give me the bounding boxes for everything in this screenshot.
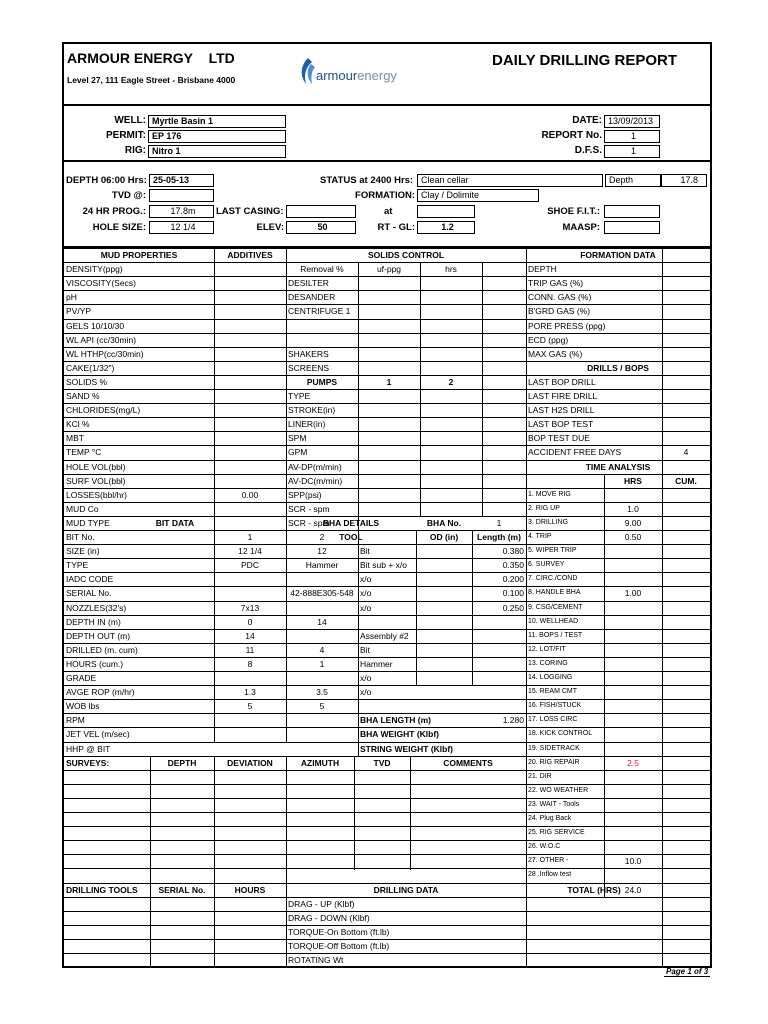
mud-property-row: MUD Co — [66, 503, 99, 514]
rig-field[interactable]: Nitro 1 — [148, 145, 286, 158]
drilling-data-row: DRAG - DOWN (Klbf) — [288, 912, 370, 923]
bit-2-value[interactable] — [288, 713, 356, 727]
company-address: Level 27, 111 Eagle Street - Brisbane 4000 — [67, 75, 236, 85]
report-no-field[interactable]: 1 — [604, 130, 660, 143]
col-line — [214, 516, 215, 743]
accident-free-value[interactable]: 4 — [683, 447, 689, 458]
dfs-field[interactable]: 1 — [604, 145, 660, 158]
mud-property-row: VISCOSITY(Secs) — [66, 278, 136, 289]
drills-bops-header: DRILLS / BOPS — [587, 362, 649, 373]
drilling-data-row: ROTATING Wt — [288, 955, 344, 965]
time-row-hrs[interactable] — [606, 488, 660, 502]
drilling-data-row: TORQUE-Off Bottom (ft.lb) — [288, 940, 390, 951]
mud-property-row: KCl % — [66, 419, 90, 430]
permit-label: PERMIT: — [106, 130, 146, 141]
mud-property-row: MUD TYPE — [66, 517, 110, 528]
bha-length[interactable] — [474, 699, 524, 713]
status-2400-label: STATUS at 2400 Hrs: — [320, 175, 414, 186]
formation-label: FORMATION: — [355, 190, 415, 201]
bha-length[interactable] — [474, 615, 524, 629]
bit-2-value[interactable]: 3.5 — [316, 687, 328, 698]
mud-property-row: GELS 10/10/30 — [66, 320, 125, 331]
mud-properties-header: MUD PROPERTIES — [100, 250, 178, 260]
bit-2-value[interactable]: 1 — [319, 658, 325, 669]
bha-length[interactable] — [474, 685, 524, 699]
formation-row: MAX GAS (%) — [528, 348, 583, 359]
bha-length[interactable] — [474, 629, 524, 643]
time-row-hrs[interactable] — [606, 840, 660, 854]
well-label: WELL: — [114, 115, 146, 126]
bha-tool[interactable]: Assembly #2 — [360, 630, 409, 641]
time-row-label: 8. HANDLE BHA — [528, 589, 581, 597]
length-header: Length (m) — [477, 532, 521, 542]
total-hrs-value: 24.0 — [624, 884, 642, 895]
report-sheet — [62, 42, 712, 968]
bit-1-value[interactable]: 5 — [247, 701, 253, 712]
mud-property-row: DENSITY(ppg) — [66, 264, 123, 275]
col-line — [286, 516, 287, 743]
bit-row-label: TYPE — [66, 560, 89, 571]
bit-1-value[interactable] — [216, 572, 284, 586]
bha-length[interactable]: 0.350 — [502, 560, 524, 571]
losses-value[interactable]: 0.00 — [241, 489, 259, 500]
bit-2-value[interactable]: 2 — [319, 532, 325, 542]
pump-row: SPP(psi) — [288, 489, 322, 500]
hours-header: HOURS — [234, 884, 266, 895]
bit-row-label: WOB lbs — [66, 701, 100, 712]
pump-row: GPM — [288, 447, 308, 458]
time-row-label: 16. FISH/STUCK — [528, 702, 582, 710]
mud-property-row: WL HTHP(cc/30min) — [66, 348, 144, 359]
bha-no-value: 1 — [496, 517, 502, 528]
col-line — [482, 262, 483, 517]
col-line — [354, 756, 355, 870]
mud-property-row: WL API (cc/30min) — [66, 334, 137, 345]
time-row-label: 24. Plug Back — [528, 815, 572, 822]
survey-col-header: AZIMUTH — [300, 757, 340, 768]
time-row-hrs[interactable] — [606, 615, 660, 629]
bit-row-label: NOZZLES(32's) — [66, 602, 127, 613]
solids-control-header: SOLIDS CONTROL — [367, 250, 445, 260]
shoe-fit-field[interactable] — [604, 205, 660, 218]
data-grid — [64, 248, 710, 966]
well-field[interactable]: Myrtle Basin 1 — [148, 115, 286, 128]
time-row-hrs[interactable] — [606, 671, 660, 685]
drilling-tools-header: DRILLING TOOLS — [66, 884, 138, 895]
time-row-label: 7. CIRC./COND — [528, 575, 578, 583]
last-casing-label: LAST CASING: — [216, 206, 284, 217]
time-row-label: 3. DRILLING — [528, 518, 569, 526]
time-row-hrs[interactable] — [606, 601, 660, 615]
pump-row: SCR - spm — [288, 503, 330, 514]
drill-row: LAST FIRE DRILL — [528, 391, 598, 401]
solids-row: SCREENS — [288, 362, 330, 373]
time-row-label: 27. OTHER - — [528, 857, 569, 865]
row-line — [64, 967, 710, 968]
mud-property-row: SOLIDS % — [66, 376, 108, 387]
pump-row: SPM — [288, 433, 307, 444]
formation-row: PORE PRESS (ppg) — [528, 320, 606, 331]
tvd-field[interactable] — [149, 189, 214, 202]
bit-row-label: DRILLED (m. cum) — [66, 644, 138, 655]
solids-row — [288, 333, 356, 347]
bit-2-value[interactable]: 42-888E305-548 — [290, 588, 354, 599]
bha-tool[interactable]: Hammer — [360, 658, 393, 669]
bha-length-value: 1.280 — [502, 715, 524, 726]
bha-length[interactable]: 0.380 — [502, 546, 524, 557]
date-field[interactable]: 13/09/2013 — [604, 115, 660, 128]
col-line — [150, 756, 151, 870]
bha-tool[interactable]: x/o — [360, 574, 372, 585]
bha-tool[interactable]: Bit — [360, 546, 370, 557]
armour-energy-logo — [296, 54, 406, 90]
time-analysis-header: TIME ANALYSIS — [585, 461, 651, 472]
mud-property-row: HOLE VOL(bbl) — [66, 461, 126, 472]
survey-col-header: COMMENTS — [443, 757, 493, 768]
time-row-label: 1. MOVE RIG — [528, 490, 571, 498]
mud-property-row: LOSSES(bbl/hr) — [66, 489, 127, 500]
bit-data-header: BIT DATA — [155, 517, 195, 528]
time-row-label: 13. CORING — [528, 659, 568, 667]
time-row-label: 10. WELLHEAD — [528, 617, 579, 625]
time-row-hrs[interactable] — [606, 643, 660, 657]
company-name: ARMOUR ENERGY LTD — [67, 50, 235, 66]
drilling-data-row: TORQUE-On Bottom (ft.lb) — [288, 926, 390, 937]
col-line — [286, 248, 287, 517]
col-line — [420, 262, 421, 517]
mud-property-row: CAKE(1/32") — [66, 362, 115, 373]
bit-1-value[interactable] — [216, 727, 284, 741]
dfs-label: D.F.S. — [574, 145, 602, 156]
bit-1-value[interactable] — [216, 671, 284, 685]
status-section — [64, 164, 710, 248]
bha-no-label: BHA No. — [426, 517, 462, 528]
time-row-label: 6. SURVEY — [528, 561, 565, 569]
solids-row: DESANDER — [288, 292, 336, 303]
time-row-label: 23. WAIT - Tools — [528, 800, 580, 808]
solids-row: SHAKERS — [288, 348, 329, 359]
depth-0600-field[interactable]: 25-05-13 — [149, 174, 214, 187]
time-row-hrs[interactable] — [606, 770, 660, 784]
pump-row: STROKE(in) — [288, 405, 336, 416]
col-line — [150, 868, 151, 968]
bit-2-value[interactable] — [288, 742, 356, 756]
ufppg-col: uf-ppg — [376, 264, 402, 275]
col-line — [662, 248, 663, 968]
solids-row: DESILTER — [288, 278, 329, 289]
serial-header: SERIAL No. — [158, 884, 206, 895]
solids-row — [288, 319, 356, 333]
bha-tool[interactable]: Bit sub + x/o — [360, 560, 408, 571]
bit-2-value[interactable]: 4 — [319, 644, 325, 655]
time-row-hrs[interactable] — [606, 868, 660, 882]
survey-col-header: TVD — [373, 757, 391, 768]
string-weight-label: STRING WEIGHT (Klbf) — [360, 743, 454, 754]
time-row-hrs[interactable]: 1.0 — [627, 503, 639, 514]
bit-1-value[interactable] — [216, 742, 284, 756]
tool-header: TOOL — [339, 532, 363, 542]
time-row-label: 21. DIR — [528, 772, 552, 780]
bit-2-value[interactable] — [288, 629, 356, 643]
surveys-header: SURVEYS: — [66, 757, 110, 768]
drilling-data-header: DRILLING DATA — [373, 884, 439, 895]
elev-field[interactable]: 50 — [286, 221, 356, 234]
bit-2-value[interactable] — [288, 727, 356, 741]
hole-size-field[interactable]: 12 1/4 — [149, 221, 214, 234]
col-line — [472, 530, 473, 686]
col-line — [358, 516, 359, 757]
bha-tool[interactable] — [360, 699, 470, 713]
time-row-label: 12. LOT/FIT — [528, 645, 566, 653]
drilling-data-row: DRAG - UP (Klbf) — [288, 898, 355, 909]
time-row-hrs[interactable] — [606, 826, 660, 840]
time-row-hrs[interactable] — [606, 629, 660, 643]
col-line — [410, 756, 411, 870]
maasp-label: MAASP: — [562, 222, 600, 233]
bit-row-label: IADC CODE — [66, 574, 114, 585]
date-label: DATE: — [572, 115, 602, 126]
pump-row: SCR - spm — [288, 517, 330, 528]
col-line — [214, 248, 215, 517]
col-line — [214, 868, 215, 968]
hrs-header: HRS — [624, 475, 642, 486]
time-row-label: 20. RIG REPAIR — [528, 758, 580, 766]
depth-num-field[interactable]: 17.8 — [661, 174, 707, 187]
survey-col-header: DEVIATION — [227, 757, 273, 768]
pump-row: AV-DP(m/min) — [288, 461, 342, 472]
time-row-label: 18. KICK CONTROL — [528, 730, 593, 738]
bit-row-label: AVGE ROP (m/hr) — [66, 687, 135, 698]
pump-1-header: 1 — [386, 376, 392, 387]
od-header: OD (in) — [429, 532, 459, 542]
pump-row: TYPE — [288, 391, 311, 401]
time-row-hrs[interactable]: 9.00 — [624, 517, 642, 528]
cum-header: CUM. — [675, 475, 697, 486]
bit-row-label: SERIAL No. — [66, 588, 112, 599]
mud-property-row: MBT — [66, 433, 84, 444]
hole-size-label: HOLE SIZE: — [92, 222, 146, 233]
bit-row-label: RPM — [66, 715, 85, 726]
depth-0600-label: DEPTH 06:00 Hrs: — [66, 175, 147, 186]
bit-2-value[interactable]: 12 — [317, 546, 327, 557]
formation-row: DEPTH — [528, 264, 557, 275]
bit-1-value[interactable]: 1 — [247, 532, 253, 542]
time-row-hrs[interactable] — [606, 699, 660, 713]
drill-row: BOP TEST DUE — [528, 433, 590, 444]
bit-row-label: SIZE (in) — [66, 546, 100, 557]
pumps-header: PUMPS — [306, 376, 338, 387]
depth-word: Depth — [605, 174, 661, 187]
bit-1-value[interactable]: 14 — [245, 630, 255, 641]
bha-tool[interactable]: x/o — [360, 673, 372, 683]
pump-row: AV-DC(m/min) — [288, 475, 343, 486]
bit-row-label: HOURS (cum.) — [66, 658, 124, 669]
time-row-label: 9. CSG/CEMENT — [528, 603, 583, 611]
time-row-hrs[interactable] — [606, 812, 660, 826]
bha-length[interactable] — [474, 643, 524, 657]
formation-row: ECD (ppg) — [528, 334, 569, 345]
col-line — [286, 756, 287, 870]
time-row-label: 19. SIDETRACK — [528, 744, 580, 752]
mud-property-row: CHLORIDES(mg/L) — [66, 405, 141, 416]
time-row-hrs[interactable]: 2.5 — [627, 757, 639, 768]
formation-row: CONN. GAS (%) — [528, 292, 592, 303]
well-info-section — [64, 108, 710, 162]
bha-details-header: BHA DETAILS — [322, 517, 380, 528]
bha-tool[interactable]: x/o — [360, 588, 372, 599]
time-row-label: 28 .Inflow test — [528, 871, 572, 879]
time-row-hrs[interactable]: 1.00 — [624, 588, 642, 599]
bha-length[interactable] — [474, 657, 524, 671]
bit-row-label: JET VEL (m/sec) — [66, 729, 130, 740]
bit-2-value[interactable]: 5 — [319, 701, 325, 712]
bit-1-value[interactable]: 0 — [247, 616, 253, 627]
at-field[interactable] — [417, 205, 475, 218]
status-2400-field[interactable]: Clean cellar — [417, 174, 603, 187]
mud-property-row: pH — [66, 292, 77, 303]
time-row-hrs[interactable] — [606, 742, 660, 756]
rig-label: RIG: — [124, 145, 146, 156]
time-row-hrs[interactable]: 10.0 — [624, 856, 642, 867]
time-row-label: 14. LOGGING — [528, 674, 573, 681]
bit-2-value[interactable]: Hammer — [305, 560, 339, 571]
formation-row: B'GRD GAS (%) — [528, 306, 591, 317]
report-header — [64, 44, 710, 106]
logo-text: armourenergy — [316, 68, 397, 83]
mud-property-row: SAND % — [66, 391, 100, 401]
removal-col: Removal % — [300, 264, 344, 275]
rtgl-label: RT - GL: — [377, 222, 415, 233]
time-row-label: 22. WO WEATHER — [528, 786, 589, 794]
total-hrs-label: TOTAL (HRS) — [567, 884, 621, 895]
page-footer: Page 1 of 3 — [666, 967, 709, 976]
last-casing-field[interactable] — [286, 205, 356, 218]
page-title: DAILY DRILLING REPORT — [492, 52, 678, 69]
elev-label: ELEV: — [256, 222, 284, 233]
time-row-label: 17. LOSS CIRC — [528, 716, 578, 724]
bit-1-value[interactable]: PDC — [241, 560, 259, 571]
formation-data-header: FORMATION DATA — [580, 250, 656, 260]
rtgl-field[interactable]: 1.2 — [417, 221, 475, 234]
time-row-hrs[interactable] — [606, 727, 660, 741]
additives-header: ADDITIVES — [227, 250, 273, 260]
bit-1-value[interactable]: 8 — [247, 658, 253, 669]
col-line — [358, 262, 359, 517]
shoe-fit-label: SHOE F.I.T.: — [547, 206, 600, 217]
bit-1-value[interactable]: 11 — [245, 644, 255, 655]
mud-property-row: PV/YP — [66, 306, 92, 317]
maasp-field[interactable] — [604, 221, 660, 234]
solids-row: CENTRIFUGE 1 — [288, 306, 351, 317]
bit-1-value[interactable]: 12 1/4 — [238, 546, 262, 557]
time-row-hrs[interactable] — [606, 798, 660, 812]
at-label: at — [384, 206, 393, 217]
time-row-label: 15. REAM CMT — [528, 688, 578, 696]
drill-row: LAST H2S DRILL — [528, 405, 595, 416]
bit-2-value[interactable]: 14 — [317, 616, 327, 627]
drill-row: ACCIDENT FREE DAYS — [528, 447, 622, 458]
time-row-label: 25. RIG SERVICE — [528, 829, 585, 837]
bha-length[interactable]: 0.100 — [502, 588, 524, 599]
bha-length[interactable]: 0.250 — [502, 602, 524, 613]
bit-1-value[interactable]: 1.3 — [244, 687, 256, 698]
mud-property-row: SURF VOL(bbl) — [66, 475, 126, 486]
time-row-hrs[interactable] — [606, 713, 660, 727]
bit-row-label: GRADE — [66, 673, 97, 683]
bit-1-value[interactable] — [216, 713, 284, 727]
time-row-hrs[interactable] — [606, 558, 660, 572]
hrs-col: hrs — [445, 264, 457, 275]
time-row-hrs[interactable]: 0.50 — [624, 532, 642, 542]
survey-col-header: DEPTH — [167, 757, 197, 768]
time-row-hrs[interactable] — [606, 784, 660, 798]
col-line — [604, 474, 605, 898]
bit-row-label: DEPTH OUT (m) — [66, 630, 131, 641]
bha-length[interactable] — [474, 671, 524, 685]
bit-row-label: BIT No. — [66, 532, 95, 542]
bha-weight-label: BHA WEIGHT (Klbf) — [360, 729, 440, 740]
bha-length[interactable]: 0.200 — [502, 574, 524, 585]
time-row-label: 5. WIPER TRIP — [528, 547, 577, 555]
prog-label: 24 HR PROG.: — [82, 206, 146, 217]
bit-2-value[interactable] — [288, 601, 356, 615]
time-row-hrs[interactable] — [606, 657, 660, 671]
formation-row: TRIP GAS (%) — [528, 278, 584, 289]
time-row-hrs[interactable] — [606, 544, 660, 558]
drill-row: LAST BOP TEST — [528, 419, 594, 430]
bit-row-label: HHP @ BIT — [66, 743, 111, 754]
time-row-label: 11. BOPS / TEST — [528, 631, 583, 639]
time-row-label: 4. TRIP — [528, 533, 552, 540]
time-row-label: 26. W.O.C — [528, 843, 561, 851]
prog-field[interactable]: 17.8m — [149, 205, 214, 218]
col-line — [286, 868, 287, 968]
time-row-label: 2. RIG UP — [528, 504, 560, 512]
drill-row: LAST BOP DRILL — [528, 376, 596, 387]
time-row-hrs[interactable] — [606, 572, 660, 586]
bha-tool[interactable]: x/o — [360, 687, 372, 698]
bit-2-value[interactable] — [288, 572, 356, 586]
time-row-hrs[interactable] — [606, 685, 660, 699]
pump-row: LINER(in) — [288, 419, 326, 430]
formation-field[interactable]: Clay / Dolimite — [417, 189, 539, 202]
bit-row-label: DEPTH IN (m) — [66, 616, 121, 627]
bit-1-value[interactable] — [216, 586, 284, 600]
permit-field[interactable]: EP 176 — [148, 130, 286, 143]
col-line — [214, 756, 215, 870]
bha-length-label: BHA LENGTH (m) — [360, 715, 431, 726]
bit-1-value[interactable]: 7x13 — [240, 602, 260, 613]
bit-2-value[interactable] — [288, 671, 356, 685]
bha-tool[interactable]: x/o — [360, 602, 372, 613]
col-line — [526, 248, 527, 968]
mud-property-row: TEMP °C — [66, 447, 102, 458]
bha-tool[interactable]: Bit — [360, 644, 370, 655]
report-no-label: REPORT No. — [541, 130, 602, 141]
bha-tool[interactable] — [360, 615, 470, 629]
tvd-label: TVD @: — [111, 190, 146, 201]
pump-2-header: 2 — [448, 376, 454, 387]
